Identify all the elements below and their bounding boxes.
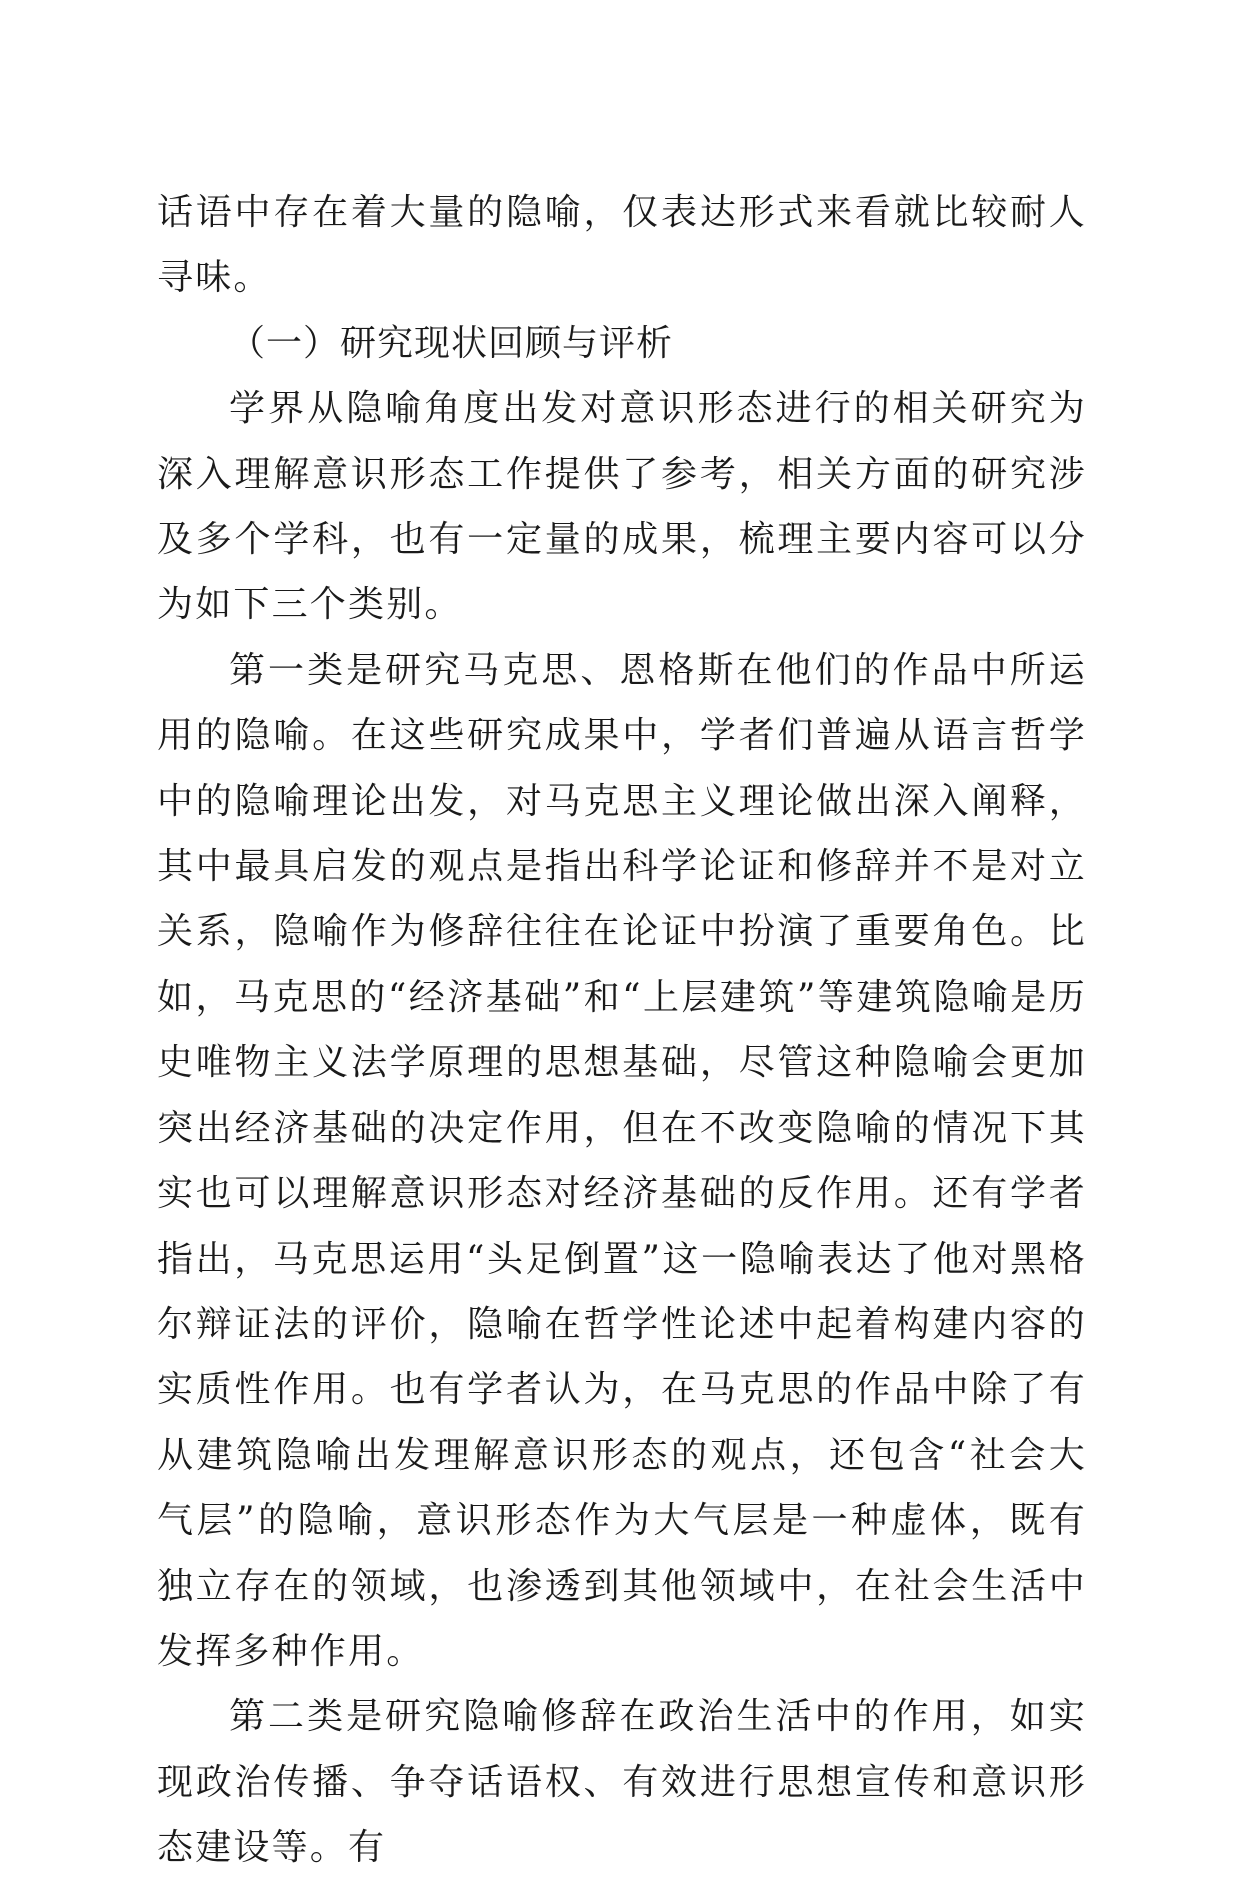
paragraph-second-category: 第二类是研究隐喻修辞在政治生活中的作用，如实现政治传播、争夺话语权、有效进行思想宣传和意识形态建设等。有 bbox=[157, 1696, 1087, 1869]
paragraph-continuation: 话语中存在着大量的隐喻，仅表达形式来看就比较耐人寻味。 bbox=[157, 192, 1087, 299]
paragraph-intro: 学界从隐喻角度出发对意识形态进行的相关研究为深入理解意识形态工作提供了参考，相关方面的研究涉及多个学科，也有一定量的成果，梳理主要内容可以分为如下三个类别。 bbox=[157, 388, 1087, 626]
document-body bbox=[157, 180, 1087, 1881]
section-heading: （一）研究现状回顾与评析 bbox=[229, 322, 674, 364]
paragraph-first-category: 第一类是研究马克思、恩格斯在他们的作品中所运用的隐喻。在这些研究成果中，学者们普遍从语言哲学中的隐喻理论出发，对马克思主义理论做出深入阐释，其中最具启发的观点是指出科学论证和修辞并不是对立关系，隐喻作为修辞往往在论证中扮演了重要角色。比如，马克思的“经济基础”和“上层建筑”等建筑隐喻是历史唯物主义法学原理的思想基础，尽管这种隐喻会更加突出经济基础的决定作用，但在不改变隐喻的情况下其实也可以理解意识形态对经济基础的反作用。还有学者指出，马克思运用“头足倒置”这一隐喻表达了他对黑格尔辩证法的评价，隐喻在哲学性论述中起着构建内容的实质性作用。也有学者认为，在马克思的作品中除了有从建筑隐喻出发理解意识形态的观点，还包含“社会大气层”的隐喻，意识形态作为大气层是一种虚体，既有独立存在的领域，也渗透到其他领域中，在社会生活中发挥多种作用。 bbox=[157, 649, 1087, 1672]
